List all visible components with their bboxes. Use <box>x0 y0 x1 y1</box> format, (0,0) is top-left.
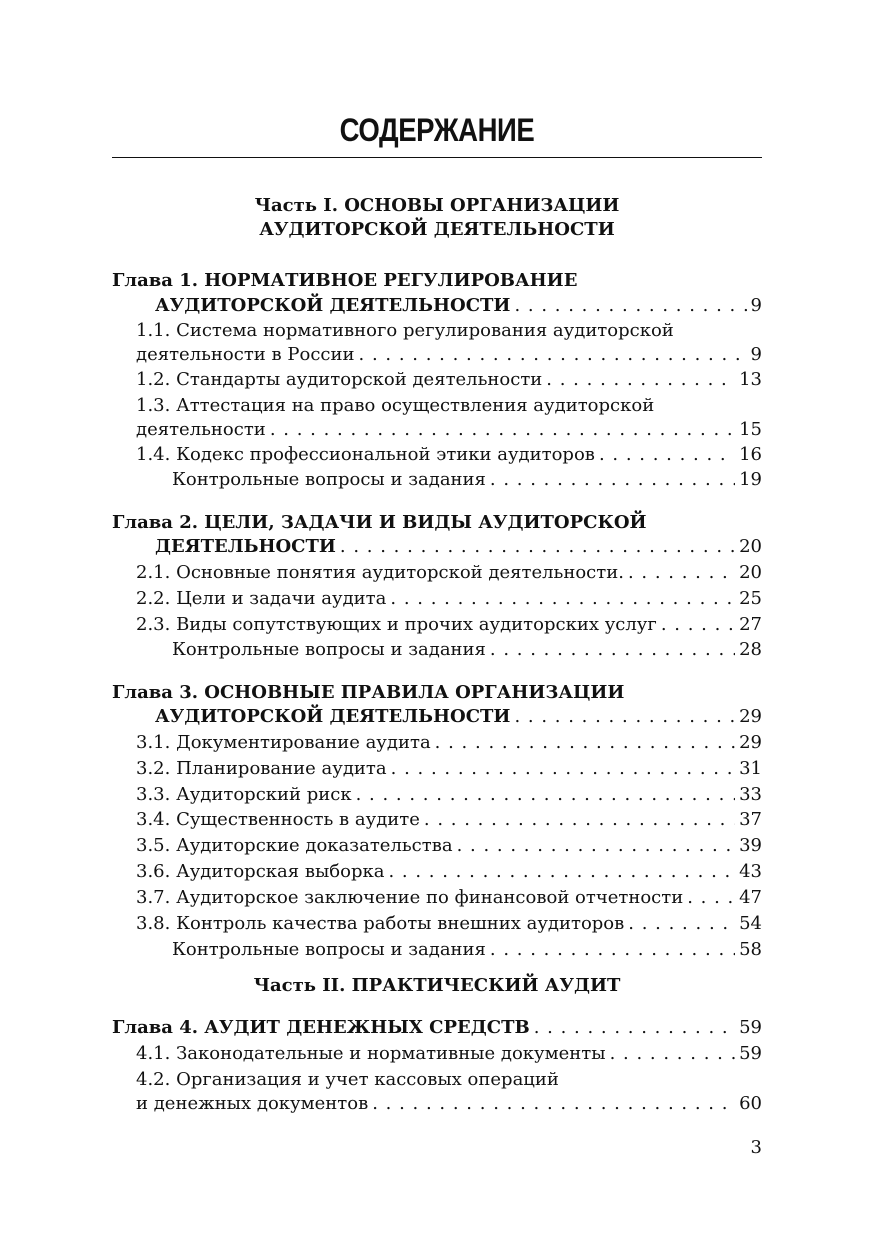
ch2-s3-entry[interactable] <box>136 613 762 637</box>
dot-leader <box>424 808 735 832</box>
ch1-questions-entry[interactable] <box>172 468 762 492</box>
dot-leader <box>372 1092 735 1116</box>
ch3-s7-entry[interactable] <box>136 886 762 910</box>
dot-leader <box>388 860 735 884</box>
dot-leader <box>490 938 735 962</box>
ch1-s3-entry[interactable] <box>136 418 762 442</box>
page-number: 3 <box>750 1137 762 1158</box>
ch3-s8-entry[interactable] <box>136 912 762 936</box>
ch3-entry[interactable] <box>155 705 762 729</box>
ch1-s2-title: 1.2. Стандарты аудиторской деятельности <box>136 369 543 390</box>
ch3-s7-title: 3.7. Аудиторское заключение по финансовой отчетности <box>136 887 684 908</box>
ch3-s7-page: 47 <box>739 887 762 908</box>
ch3-s6-entry[interactable] <box>136 860 762 884</box>
ch3-page: 29 <box>739 706 762 727</box>
dot-leader <box>628 561 735 585</box>
ch3-heading: Глава 3. ОСНОВНЫЕ ПРАВИЛА ОРГАНИЗАЦИИ <box>112 682 625 703</box>
ch4-page: 59 <box>739 1017 762 1038</box>
ch4-s2-line1: 4.2. Организация и учет кассовых операций <box>136 1069 559 1090</box>
ch4-s2-title: и денежных документов <box>136 1093 369 1114</box>
ch3-s5-title: 3.5. Аудиторские доказательства <box>136 835 453 856</box>
ch2-s3-title: 2.3. Виды сопутствующих и прочих аудиторских услуг <box>136 614 657 635</box>
ch3-s2-page: 31 <box>739 758 762 779</box>
dot-leader <box>435 731 735 755</box>
dot-leader <box>390 587 735 611</box>
dot-leader <box>628 912 735 936</box>
ch1-s1-title: деятельности в России <box>136 344 355 365</box>
ch4-entry[interactable] <box>112 1016 762 1040</box>
ch3-s3-entry[interactable] <box>136 783 762 807</box>
part1-heading-line1: Часть I. ОСНОВЫ ОРГАНИЗАЦИИ <box>254 195 620 216</box>
title-rule <box>112 157 762 158</box>
dot-leader <box>490 638 735 662</box>
ch1-heading: Глава 1. НОРМАТИВНОЕ РЕГУЛИРОВАНИЕ <box>112 270 578 291</box>
dot-leader <box>340 535 735 559</box>
ch3-questions-page: 58 <box>739 939 762 960</box>
ch2-questions-entry[interactable] <box>172 638 762 662</box>
ch4-s1-entry[interactable] <box>136 1042 762 1066</box>
ch1-s1-line1: 1.1. Система нормативного регулирования аудиторской <box>136 320 674 341</box>
ch2-questions-title: Контрольные вопросы и задания <box>172 639 486 660</box>
ch2-heading: Глава 2. ЦЕЛИ, ЗАДАЧИ И ВИДЫ АУДИТОРСКОЙ <box>112 512 647 533</box>
dot-leader <box>270 418 735 442</box>
dot-leader <box>599 443 735 467</box>
ch3-s4-page: 37 <box>739 809 762 830</box>
ch2-page: 20 <box>739 536 762 557</box>
dot-leader <box>490 468 735 492</box>
ch2-s1-title: 2.1. Основные понятия аудиторской деятельности. <box>136 562 624 583</box>
ch3-s6-page: 43 <box>739 861 762 882</box>
ch2-s2-page: 25 <box>739 588 762 609</box>
ch1-s4-page: 16 <box>739 444 762 465</box>
ch1-s4-entry[interactable] <box>136 443 762 467</box>
ch1-entry[interactable] <box>155 294 762 318</box>
ch1-s3-line1: 1.3. Аттестация на право осуществления аудиторской <box>136 395 655 416</box>
dot-leader <box>359 343 747 367</box>
dot-leader <box>514 294 746 318</box>
dot-leader <box>661 613 735 637</box>
ch3-questions-entry[interactable] <box>172 938 762 962</box>
ch1-title: АУДИТОРСКОЙ ДЕЯТЕЛЬНОСТИ <box>155 295 511 316</box>
dot-leader <box>356 783 736 807</box>
ch1-s2-entry[interactable] <box>136 368 762 392</box>
ch1-s1-entry[interactable] <box>136 343 762 367</box>
dot-leader <box>457 834 736 858</box>
ch4-s2-entry[interactable] <box>136 1092 762 1116</box>
ch4-s1-title: 4.1. Законодательные и нормативные документы <box>136 1043 606 1064</box>
ch2-s1-page: 20 <box>739 562 762 583</box>
ch2-s1-entry[interactable] <box>136 561 762 585</box>
ch1-s2-page: 13 <box>739 369 762 390</box>
ch3-s8-title: 3.8. Контроль качества работы внешних аудиторов <box>136 913 625 934</box>
ch1-page: 9 <box>750 295 762 316</box>
ch3-questions-title: Контрольные вопросы и задания <box>172 939 486 960</box>
ch3-s8-page: 54 <box>739 913 762 934</box>
ch4-s1-page: 59 <box>739 1043 762 1064</box>
ch3-s2-title: 3.2. Планирование аудита <box>136 758 387 779</box>
ch1-s4-title: 1.4. Кодекс профессиональной этики аудиторов <box>136 444 595 465</box>
ch1-questions-title: Контрольные вопросы и задания <box>172 469 486 490</box>
dot-leader <box>610 1042 736 1066</box>
dot-leader <box>546 368 735 392</box>
dot-leader <box>514 705 735 729</box>
ch3-s5-page: 39 <box>739 835 762 856</box>
ch3-s1-title: 3.1. Документирование аудита <box>136 732 431 753</box>
ch3-s3-page: 33 <box>739 784 762 805</box>
ch3-s2-entry[interactable] <box>136 757 762 781</box>
ch4-title: Глава 4. АУДИТ ДЕНЕЖНЫХ СРЕДСТВ <box>112 1017 530 1038</box>
ch3-s3-title: 3.3. Аудиторский риск <box>136 784 352 805</box>
ch1-questions-page: 19 <box>739 469 762 490</box>
ch2-s2-entry[interactable] <box>136 587 762 611</box>
ch2-entry[interactable] <box>155 535 762 559</box>
ch2-s2-title: 2.2. Цели и задачи аудита <box>136 588 387 609</box>
ch2-s3-page: 27 <box>739 614 762 635</box>
page-title: СОДЕРЖАНИЕ <box>339 112 535 148</box>
ch1-s1-page: 9 <box>750 344 762 365</box>
dot-leader <box>391 757 735 781</box>
ch1-s3-title: деятельности <box>136 419 266 440</box>
part2-heading: Часть II. ПРАКТИЧЕСКИЙ АУДИТ <box>253 975 621 996</box>
ch2-title: ДЕЯТЕЛЬНОСТИ <box>155 536 336 557</box>
ch3-s5-entry[interactable] <box>136 834 762 858</box>
ch3-s4-title: 3.4. Существенность в аудите <box>136 809 420 830</box>
dot-leader <box>687 886 735 910</box>
ch3-s4-entry[interactable] <box>136 808 762 832</box>
ch3-title: АУДИТОРСКОЙ ДЕЯТЕЛЬНОСТИ <box>155 706 511 727</box>
ch3-s1-entry[interactable] <box>136 731 762 755</box>
ch3-s6-title: 3.6. Аудиторская выборка <box>136 861 385 882</box>
ch4-s2-page: 60 <box>739 1093 762 1114</box>
dot-leader <box>534 1016 735 1040</box>
part1-heading-line2: АУДИТОРСКОЙ ДЕЯТЕЛЬНОСТИ <box>259 219 615 240</box>
ch1-s3-page: 15 <box>739 419 762 440</box>
ch2-questions-page: 28 <box>739 639 762 660</box>
ch3-s1-page: 29 <box>739 732 762 753</box>
